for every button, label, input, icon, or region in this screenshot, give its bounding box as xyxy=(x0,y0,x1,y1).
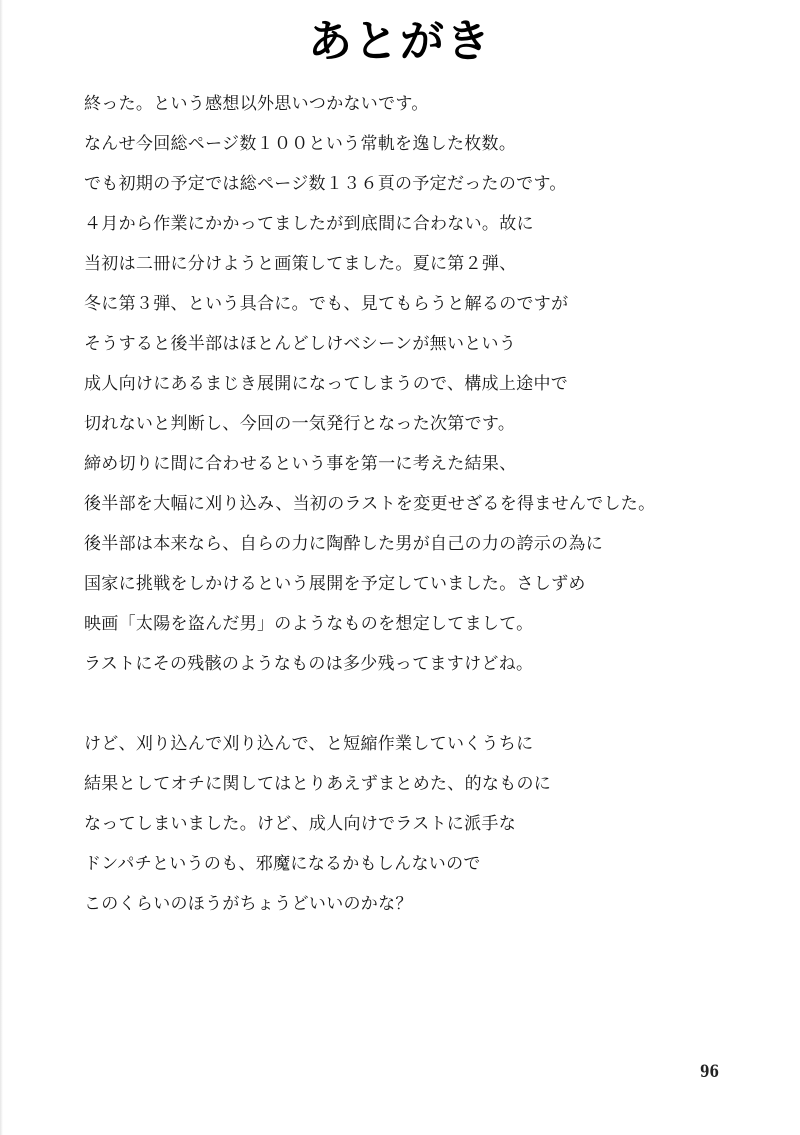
text-line: 冬に第３弾、という具合に。でも、見てもらうと解るのですが xyxy=(84,294,569,314)
text-line: でも初期の予定では総ページ数１３６頁の予定だったのです。 xyxy=(84,174,567,194)
text-line: 締め切りに間に合わせるという事を第一に考えた結果、 xyxy=(84,454,517,474)
text-line: 成人向けにあるまじき展開になってしまうので、構成上途中で xyxy=(84,374,569,394)
text-line: そうすると後半部はほとんどしけベシーンが無いという xyxy=(84,334,517,354)
text-line: 映画「太陽を盗んだ男」のようなものを想定してまして。 xyxy=(84,614,534,634)
text-line: 切れないと判断し、今回の一気発行となった次第です。 xyxy=(84,414,516,434)
text-line: 国家に挑戦をしかけるという展開を予定していました。さしずめ xyxy=(84,574,586,594)
text-line: このくらいのほうがちょうどいいのかな？ xyxy=(84,894,413,914)
text-line: 終った。という感想以外思いつかないです。 xyxy=(84,94,429,114)
text-line: ラストにその残骸のようなものは多少残ってますけどね。 xyxy=(84,654,534,674)
text-line: ４月から作業にかかってましたが到底間に合わない。故に xyxy=(84,214,534,234)
text-line: けど、刈り込んで刈り込んで、と短縮作業していくうちに xyxy=(84,734,534,754)
page-edge xyxy=(0,0,3,1135)
text-line: 当初は二冊に分けようと画策してました。夏に第２弾、 xyxy=(84,254,517,274)
text-line: 結果としてオチに関してはとりあえずまとめた、的なものに xyxy=(84,774,552,794)
paragraph-1 xyxy=(84,84,744,684)
text-line: なってしまいました。けど、成人向けでラストに派手な xyxy=(84,814,516,834)
paragraph-2 xyxy=(84,724,744,924)
afterword-body xyxy=(84,84,744,924)
text-line: 後半部は本来なら、自らの力に陶酔した男が自己の力の誇示の為に xyxy=(84,534,603,554)
text-line: なんせ今回総ページ数１００という常軌を逸した枚数。 xyxy=(84,134,517,154)
page-title: あとがき xyxy=(308,16,492,67)
page-number: 96 xyxy=(700,1062,719,1082)
paragraph-break xyxy=(84,684,744,724)
text-line: ドンパチというのも、邪魔になるかもしんないので xyxy=(84,854,481,874)
text-line: 後半部を大幅に刈り込み、当初のラストを変更せざるを得ませんでした。 xyxy=(84,494,656,514)
